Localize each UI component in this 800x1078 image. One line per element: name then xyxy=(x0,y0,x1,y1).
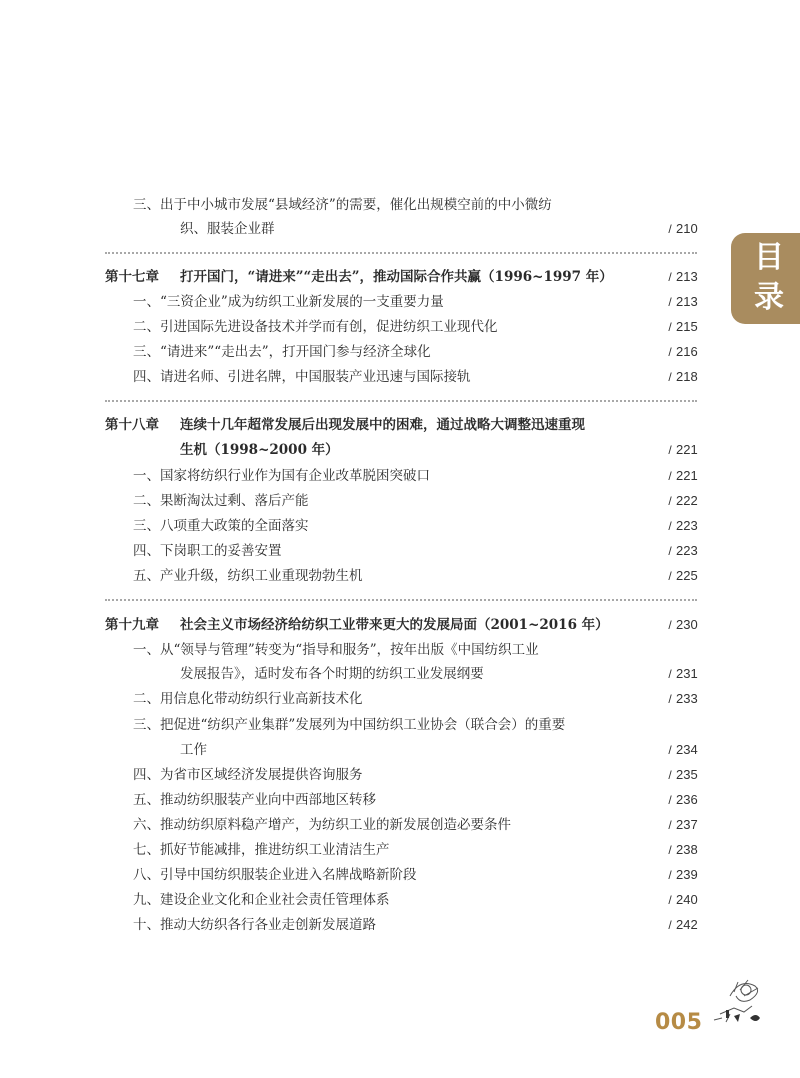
toc-item[interactable] xyxy=(0,663,800,685)
toc-chapter-19[interactable] xyxy=(0,614,800,636)
tab-char-2: 录 xyxy=(754,280,784,315)
toc-page-number: 235 xyxy=(676,767,698,782)
toc-item[interactable] xyxy=(0,194,800,216)
section-divider xyxy=(105,252,697,254)
toc-page-number: 223 xyxy=(676,543,698,558)
page-separator: / xyxy=(668,868,672,882)
toc-item-label: 四、请进名师、引进名牌，中国服装产业迅速与国际接轨 xyxy=(133,369,471,385)
chapter-number: 第十八章 xyxy=(105,417,159,433)
toc-item[interactable] xyxy=(0,490,800,512)
page-separator: / xyxy=(668,494,672,508)
toc-item[interactable] xyxy=(0,814,800,836)
section-divider xyxy=(105,400,697,402)
toc-item-label: 二、果断淘汰过剩、落后产能 xyxy=(133,493,309,509)
toc-item[interactable] xyxy=(0,316,800,338)
chapter-number: 第十九章 xyxy=(105,617,159,633)
toc-item-label: 九、建设企业文化和企业社会责任管理体系 xyxy=(133,892,390,908)
toc-page-number: 239 xyxy=(676,867,698,882)
toc-item-label: 二、引进国际先进设备技术并学而有创，促进纺织工业现代化 xyxy=(133,319,498,335)
toc-page-number: 236 xyxy=(676,792,698,807)
toc-page-number: 213 xyxy=(676,294,698,309)
page-separator: / xyxy=(668,692,672,706)
toc-page-number: 240 xyxy=(676,892,698,907)
page-separator: / xyxy=(668,469,672,483)
chapter-title: 社会主义市场经济给纺织工业带来更大的发展局面（2001~2016 年） xyxy=(180,617,609,633)
toc-item-label: 二、用信息化带动纺织行业高新技术化 xyxy=(133,691,363,707)
toc-page-number: 238 xyxy=(676,842,698,857)
page-separator: / xyxy=(668,370,672,384)
toc-page-number: 222 xyxy=(676,493,698,508)
toc-page-number: 218 xyxy=(676,369,698,384)
page-separator: / xyxy=(668,345,672,359)
toc-item-label: 三、把促进“纺织产业集群”发展列为中国纺织工业协会（联合会）的重要 xyxy=(133,717,566,733)
page-separator: / xyxy=(668,893,672,907)
page-separator: / xyxy=(668,667,672,681)
toc-item[interactable] xyxy=(0,366,800,388)
toc-item[interactable] xyxy=(0,565,800,587)
toc-item-label: 十、推动大纺织各行各业走创新发展道路 xyxy=(133,917,376,933)
tab-char-1: 目 xyxy=(754,240,784,275)
page-separator: / xyxy=(668,768,672,782)
toc-item-label: 五、推动纺织服装产业向中西部地区转移 xyxy=(133,792,376,808)
toc-item-label: 四、为省市区域经济发展提供咨询服务 xyxy=(133,767,363,783)
toc-page-number: 242 xyxy=(676,917,698,932)
chapter-title: 生机（1998~2000 年） xyxy=(180,442,339,458)
toc-page-number: 221 xyxy=(676,468,698,483)
section-divider xyxy=(105,599,697,601)
page-separator: / xyxy=(668,443,672,457)
page-separator: / xyxy=(668,918,672,932)
toc-item[interactable] xyxy=(0,465,800,487)
toc-item-label: 四、下岗职工的妥善安置 xyxy=(133,543,282,559)
page-separator: / xyxy=(668,743,672,757)
page-separator: / xyxy=(668,519,672,533)
toc-item[interactable] xyxy=(0,764,800,786)
decorative-ornament-icon xyxy=(700,966,780,1036)
toc-page-number: 215 xyxy=(676,319,698,334)
page-separator: / xyxy=(668,569,672,583)
toc-page-number: 210 xyxy=(676,221,698,236)
toc-page-number: 221 xyxy=(676,442,698,457)
toc-item[interactable] xyxy=(0,639,800,661)
toc-item[interactable] xyxy=(0,889,800,911)
toc-item[interactable] xyxy=(0,688,800,710)
toc-item-label: 工作 xyxy=(180,742,207,758)
chapter-title: 打开国门，“请进来”“走出去”，推动国际合作共赢（1996~1997 年） xyxy=(180,269,613,285)
toc-page-number: 237 xyxy=(676,817,698,832)
page-separator: / xyxy=(668,618,672,632)
toc-item[interactable] xyxy=(0,218,800,240)
toc-item[interactable] xyxy=(0,839,800,861)
toc-item[interactable] xyxy=(0,789,800,811)
toc-item[interactable] xyxy=(0,739,800,761)
toc-item-label: 八、引导中国纺织服装企业进入名牌战略新阶段 xyxy=(133,867,417,883)
page-separator: / xyxy=(668,544,672,558)
toc-item[interactable] xyxy=(0,291,800,313)
toc-page-number: 230 xyxy=(676,617,698,632)
toc-page-number: 225 xyxy=(676,568,698,583)
toc-item-label: 发展报告》，适时发布各个时期的纺织工业发展纲要 xyxy=(180,666,484,682)
toc-item[interactable] xyxy=(0,914,800,936)
page-separator: / xyxy=(668,320,672,334)
page-number: 005 xyxy=(655,1010,703,1035)
toc-item-label: 三、“请进来”“走出去”，打开国门参与经济全球化 xyxy=(133,344,431,360)
toc-item-label: 六、推动纺织原料稳产增产，为纺织工业的新发展创造必要条件 xyxy=(133,817,511,833)
toc-item-label: 七、抓好节能减排，推进纺织工业清洁生产 xyxy=(133,842,390,858)
toc-item[interactable] xyxy=(0,515,800,537)
toc-page-number: 223 xyxy=(676,518,698,533)
toc-item[interactable] xyxy=(0,540,800,562)
toc-side-tab xyxy=(731,233,800,324)
toc-chapter-17[interactable] xyxy=(0,266,800,288)
toc-item[interactable] xyxy=(0,714,800,736)
page-separator: / xyxy=(668,295,672,309)
chapter-title: 连续十几年超常发展后出现发展中的困难，通过战略大调整迅速重现 xyxy=(180,417,585,433)
toc-item[interactable] xyxy=(0,864,800,886)
page-separator: / xyxy=(668,818,672,832)
toc-page-number: 234 xyxy=(676,742,698,757)
toc-page-number: 216 xyxy=(676,344,698,359)
toc-item-label: 三、出于中小城市发展“县域经济”的需要，催化出规模空前的中小微纺 xyxy=(133,197,552,213)
toc-item-label: 一、“三资企业”成为纺织工业新发展的一支重要力量 xyxy=(133,294,444,310)
toc-item-label: 五、产业升级，纺织工业重现勃勃生机 xyxy=(133,568,363,584)
toc-page-number: 231 xyxy=(676,666,698,681)
toc-item-label: 一、国家将纺织行业作为国有企业改革脱困突破口 xyxy=(133,468,430,484)
page-separator: / xyxy=(668,793,672,807)
toc-chapter-18-cont[interactable] xyxy=(0,439,800,461)
toc-page-number: 213 xyxy=(676,269,698,284)
toc-page-number: 233 xyxy=(676,691,698,706)
toc-item-label: 三、八项重大政策的全面落实 xyxy=(133,518,309,534)
chapter-number: 第十七章 xyxy=(105,269,159,285)
toc-item[interactable] xyxy=(0,341,800,363)
page-separator: / xyxy=(668,222,672,236)
toc-chapter-18[interactable] xyxy=(0,414,800,436)
page-separator: / xyxy=(668,270,672,284)
toc-item-label: 一、从“领导与管理”转变为“指导和服务”，按年出版《中国纺织工业 xyxy=(133,642,539,658)
page-separator: / xyxy=(668,843,672,857)
toc-item-label: 织、服装企业群 xyxy=(180,221,275,237)
